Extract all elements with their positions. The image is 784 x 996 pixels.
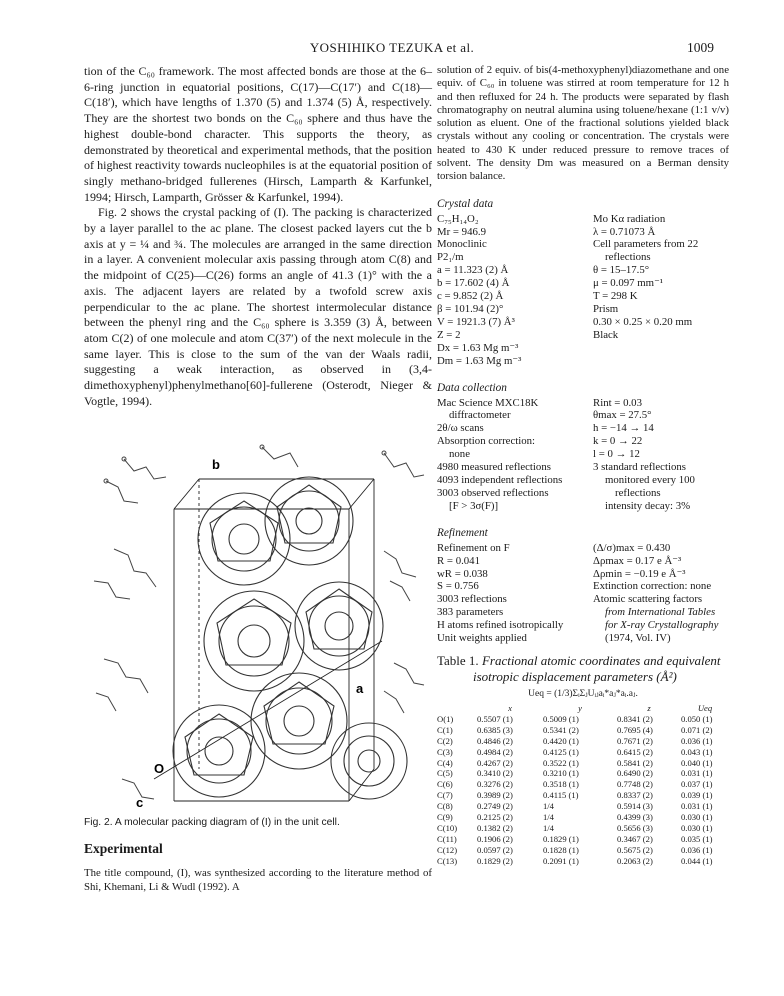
- methoxyphenyl-group: [94, 549, 156, 599]
- section-heading-refinement: Refinement: [437, 526, 488, 539]
- table-cell: 0.5341 (2): [543, 724, 579, 735]
- table-cell: 1/4: [543, 812, 554, 823]
- fullerene-molecule: [295, 582, 383, 670]
- methoxyphenyl-group: [104, 457, 166, 503]
- atom-label-cell: C(3): [437, 746, 453, 757]
- crystal-data-item: μ = 0.097 mm⁻¹: [593, 277, 664, 290]
- table-cell: 0.7695 (4): [617, 724, 653, 735]
- table-cell: 0.036 (1): [681, 844, 713, 855]
- crystal-data-item: a = 11.323 (2) Å: [437, 264, 509, 277]
- packing-diagram-figure: [84, 431, 432, 813]
- table-row: [437, 768, 729, 779]
- table-cell: 0.7748 (2): [617, 779, 653, 790]
- refinement-item: Δρmin = −0.19 e Å⁻³: [593, 567, 686, 580]
- atom-label-cell: C(13): [437, 855, 458, 866]
- section-heading-data-collection: Data collection: [437, 381, 507, 394]
- crystal-data-item: C₇₅H₁₄O₂: [437, 212, 479, 225]
- table-cell: 0.1906 (2): [477, 833, 513, 844]
- fullerene-molecule: [331, 723, 407, 799]
- table-header: x: [508, 702, 512, 713]
- table-cell: 0.6490 (2): [617, 768, 653, 779]
- table-body: [437, 714, 729, 867]
- table-cell: 0.031 (1): [681, 768, 713, 779]
- table-cell: 1/4: [543, 823, 554, 834]
- table-cell: 0.7671 (2): [617, 735, 653, 746]
- table-cell: 0.8341 (2): [617, 713, 653, 724]
- fullerene-molecule: [251, 673, 347, 769]
- table-row: [437, 779, 729, 790]
- table-cell: 0.4846 (2): [477, 735, 513, 746]
- atom-label-cell: C(4): [437, 757, 453, 768]
- data-collection-item: none: [449, 448, 470, 461]
- table-cell: 0.035 (1): [681, 833, 713, 844]
- table-row: [437, 714, 729, 725]
- crystal-data-item: Black: [593, 328, 619, 341]
- table-cell: 0.3467 (2): [617, 833, 653, 844]
- atom-label-cell: C(12): [437, 844, 458, 855]
- crystal-data-item: Mo Kα radiation: [593, 212, 666, 225]
- table-cell: 0.1829 (2): [477, 855, 513, 866]
- crystal-data-item: Mr = 946.9: [437, 225, 486, 238]
- data-collection-item: monitored every 100: [605, 473, 695, 486]
- table-row: [437, 823, 729, 834]
- refinement-item: Extinction correction: none: [593, 580, 712, 593]
- cell-edge: [349, 479, 374, 509]
- experimental-continued: solution of 2 equiv. of bis(4-methoxyphenyl)diazomethane and one equiv. of C₆₀ in toluene was stirred at room temperature for 12 h and then refluxed for 24 h. The products were separated by flash chromatography on neutral alumina using toluene/hexane (1:1 v/v) solution as eluent. One of the fractional solutions yielded black crystals without any cooling or concentration. The crystals were heated to 430 K under reduced pressure to remove traces of solvent. The density Dm was measured on a Berman density torsion balance.: [437, 64, 729, 183]
- data-collection-item: θmax = 27.5°: [593, 409, 652, 422]
- refinement-item: R = 0.041: [437, 554, 480, 567]
- table-cell: 0.4420 (1): [543, 735, 579, 746]
- ueq-formula: Ueq = (1/3)ΣᵢΣⱼUᵢⱼaᵢ*aⱼ*aᵢ.aⱼ.: [528, 688, 638, 699]
- table-cell: 0.5656 (3): [617, 823, 653, 834]
- crystal-data-item: V = 1921.3 (7) Å³: [437, 315, 515, 328]
- table-cell: 0.030 (1): [681, 812, 713, 823]
- table-cell: 0.1828 (1): [543, 844, 579, 855]
- section-heading-experimental: Experimental: [84, 841, 163, 857]
- refinement-item: 383 parameters: [437, 606, 504, 619]
- refinement-item: wR = 0.038: [437, 567, 488, 580]
- right-column: [437, 64, 729, 867]
- crystal-data-item: 0.30 × 0.25 × 0.20 mm: [593, 315, 693, 328]
- atom-label-cell: C(11): [437, 833, 457, 844]
- refinement-item: Δρmax = 0.17 e Å⁻³: [593, 554, 682, 567]
- table-row: [437, 856, 729, 867]
- table-row: [437, 812, 729, 823]
- table-cell: 0.4267 (2): [477, 757, 513, 768]
- crystal-data-item: λ = 0.71073 Å: [593, 225, 656, 238]
- methoxyphenyl-group: [260, 445, 298, 467]
- refinement-item: Unit weights applied: [437, 632, 527, 645]
- packing-diagram: [84, 431, 432, 813]
- crystal-data-item: reflections: [605, 251, 651, 264]
- axis-label-a: a: [356, 681, 364, 697]
- table-row: [437, 801, 729, 812]
- data-collection-item: intensity decay: 3%: [605, 499, 691, 512]
- table-cell: 0.4399 (3): [617, 812, 653, 823]
- crystal-data-item: Prism: [593, 303, 619, 316]
- atom-label-cell: C(8): [437, 801, 453, 812]
- methoxyphenyl-group: [384, 551, 416, 601]
- running-title: YOSHIHIKO TEZUKA et al.: [309, 40, 475, 55]
- table-cell: 0.044 (1): [681, 855, 713, 866]
- data-collection-item: l = 0 → 12: [593, 448, 640, 461]
- data-collection-item: [F > 3σ(F)]: [449, 499, 499, 512]
- table-cell: 0.040 (1): [681, 757, 713, 768]
- table-header: y: [578, 702, 582, 713]
- table-row: [437, 736, 729, 747]
- axis-label-b: b: [212, 457, 220, 473]
- fullerene-molecule: [265, 477, 353, 565]
- table-cell: 0.5507 (1): [477, 713, 513, 724]
- origin-label: O: [154, 761, 165, 777]
- cell-edge: [174, 479, 199, 509]
- crystal-data-item: Dm = 1.63 Mg m⁻³: [437, 354, 522, 367]
- crystal-data-item: Z = 2: [437, 328, 461, 341]
- table-cell: 0.4115 (1): [543, 790, 579, 801]
- data-collection-item: 3003 observed reflections: [437, 486, 549, 499]
- table-cell: 0.043 (1): [681, 746, 713, 757]
- page-number: 1009: [687, 40, 714, 55]
- table-cell: 0.071 (2): [681, 724, 713, 735]
- table-cell: 0.4125 (1): [543, 746, 579, 757]
- refinement-item: (Δ/σ)max = 0.430: [593, 541, 671, 554]
- table-cell: 0.036 (1): [681, 735, 713, 746]
- table-cell: 0.6415 (2): [617, 746, 653, 757]
- paragraph-bond-lengths: tion of the C₆₀ framework. The most affected bonds are those at the 6–6-ring junction in equatorial positions, C(17)—C(17′) and C(18)—C(18′), which have lengths of 1.370 (5) and 1.374 (5) Å, respectively. They are the shortest two bonds on the C₆₀ sphere and thus have the highest double-bond character. This supports the theory, as demonstrated by theoretical and experimental methods, that the position of highest reactivity towards nucleophiles is at the equatorial position of singly methano-bridged fullerenes (Hirsch, Lamparth & Karfunkel, 1994; Hirsch, Lamparth, Grösser & Karfunkel, 1994).: [84, 64, 432, 204]
- atom-label-cell: C(1): [437, 724, 453, 735]
- table-cell: 0.5675 (2): [617, 844, 653, 855]
- axis-label-c: c: [136, 795, 144, 811]
- table-header-row: [437, 703, 729, 714]
- refinement-item: S = 0.756: [437, 580, 479, 593]
- data-collection-item: 3 standard reflections: [593, 461, 686, 474]
- table-cell: 0.5914 (3): [617, 801, 653, 812]
- refinement-item: from International Tables: [605, 606, 716, 619]
- atomic-coordinates-table: [437, 703, 729, 867]
- crystal-data-item: b = 17.602 (4) Å: [437, 277, 510, 290]
- table-cell: 0.050 (1): [681, 713, 713, 724]
- table-row: [437, 758, 729, 769]
- data-collection-item: 2θ/ω scans: [437, 422, 484, 435]
- refinement-block: [437, 542, 729, 645]
- table-cell: 0.2749 (2): [477, 801, 513, 812]
- crystal-data-item: c = 9.852 (2) Å: [437, 290, 504, 303]
- atom-label-cell: C(6): [437, 779, 453, 790]
- table-header: z: [647, 702, 651, 713]
- atom-label-cell: C(9): [437, 812, 453, 823]
- atom-label-cell: C(7): [437, 790, 453, 801]
- crystal-data-item: Cell parameters from 22: [593, 238, 699, 251]
- table-cell: 0.039 (1): [681, 790, 713, 801]
- experimental-text: The title compound, (I), was synthesized according to the literature method of Shi, Khemani, Li & Wudl (1992). A: [84, 867, 432, 893]
- data-collection-item: k = 0 → 22: [593, 435, 643, 448]
- table-cell: 0.031 (1): [681, 801, 713, 812]
- data-collection-item: diffractometer: [449, 409, 511, 422]
- paragraph-crystal-packing: Fig. 2 shows the crystal packing of (I). The packing is characterized by a layer parallel to the ac plane. The closest packed layers cut the b axis at y = ¼ and ¾. The molecules are arranged in the same direction in a layer. A convenient molecular axis passing through atom C(8) and the midpoint of C(25)—C(26) forms an angle of 41.3 (1)° with the a axis. The adjacent layers are related by a twofold screw axis perpendicular to the ac plane. The shortest intermolecular distance between the phenyl ring and the C₆₀ sphere is 3.359 (3) Å, between atom C(2) of one molecule and atom C(37′) of the next molecule in the same layer. This is close to the sum of the van der Waals radii, suggesting a weak interaction, as observed in (3,4-dimethoxyphenyl)phenylmethano[60]-fullerene (Osterodt, Nieger & Vogtle, 1994).: [84, 205, 432, 408]
- table-row: [437, 845, 729, 856]
- left-column: [84, 64, 432, 894]
- table-cell: 0.2063 (2): [617, 855, 653, 866]
- refinement-item: H atoms refined isotropically: [437, 619, 564, 632]
- data-collection-block: [437, 397, 729, 513]
- table-cell: 0.3210 (1): [543, 768, 579, 779]
- table-cell: 0.3989 (2): [477, 790, 513, 801]
- table-cell: 0.037 (1): [681, 779, 713, 790]
- table-cell: 0.4984 (2): [477, 746, 513, 757]
- table-row: [437, 725, 729, 736]
- refinement-item: for X-ray Crystallography: [605, 619, 719, 632]
- atom-label-cell: C(10): [437, 823, 458, 834]
- table-cell: 0.8337 (2): [617, 790, 653, 801]
- refinement-item: Atomic scattering factors: [593, 593, 703, 606]
- methoxyphenyl-group: [382, 451, 424, 477]
- data-collection-item: Mac Science MXC18K: [437, 396, 539, 409]
- table1-label: Table 1.: [437, 652, 479, 668]
- atom-label-cell: O(1): [437, 713, 454, 724]
- table-cell: 0.2091 (1): [543, 855, 579, 866]
- table-cell: 1/4: [543, 801, 554, 812]
- section-heading-crystal-data: Crystal data: [437, 197, 494, 210]
- table1-title-line1: Fractional atomic coordinates and equivalent: [481, 652, 721, 668]
- refinement-item: Refinement on F: [437, 541, 510, 554]
- fullerene-molecule: [204, 591, 304, 691]
- refinement-item: (1974, Vol. IV): [605, 632, 671, 645]
- table-row: [437, 747, 729, 758]
- crystal-data-item: Dx = 1.63 Mg m⁻³: [437, 341, 519, 354]
- crystal-data-item: T = 298 K: [593, 290, 638, 303]
- table-cell: 0.3522 (1): [543, 757, 579, 768]
- methoxyphenyl-group: [96, 659, 148, 711]
- data-collection-item: Absorption correction:: [437, 435, 536, 448]
- table-cell: 0.5841 (2): [617, 757, 653, 768]
- table-cell: 0.6385 (3): [477, 724, 513, 735]
- running-header: [0, 40, 784, 58]
- table-cell: 0.5009 (1): [543, 713, 579, 724]
- table-cell: 0.3410 (2): [477, 768, 513, 779]
- atom-label-cell: C(5): [437, 768, 453, 779]
- table-cell: 0.3276 (2): [477, 779, 513, 790]
- table-row: [437, 834, 729, 845]
- refinement-item: 3003 reflections: [437, 593, 507, 606]
- crystal-data-item: β = 101.94 (2)°: [437, 303, 504, 316]
- methoxyphenyl-group: [384, 663, 424, 713]
- table1-title: [437, 653, 729, 685]
- crystal-data-item: P2₁/m: [437, 251, 464, 264]
- table-cell: 0.030 (1): [681, 823, 713, 834]
- data-collection-item: Rint = 0.03: [593, 396, 642, 409]
- data-collection-item: h = −14 → 14: [593, 422, 654, 435]
- table-cell: 0.0597 (2): [477, 844, 513, 855]
- table-cell: 0.2125 (2): [477, 812, 513, 823]
- crystal-data-item: Monoclinic: [437, 238, 487, 251]
- table1-title-line2: isotropic displacement parameters (Å²): [473, 668, 677, 684]
- table-cell: 0.1382 (2): [477, 823, 513, 834]
- table-row: [437, 790, 729, 801]
- table-header: Ueq: [697, 702, 713, 713]
- atom-label-cell: C(2): [437, 735, 453, 746]
- table-header: [437, 703, 477, 714]
- crystal-data-block: [437, 213, 729, 368]
- data-collection-item: 4093 independent reflections: [437, 473, 563, 486]
- crystal-data-item: θ = 15–17.5°: [593, 264, 650, 277]
- fullerene-molecule: [198, 493, 290, 585]
- table-cell: 0.3518 (1): [543, 779, 579, 790]
- figure-caption: Fig. 2. A molecular packing diagram of (I) in the unit cell.: [84, 817, 340, 829]
- data-collection-item: 4980 measured reflections: [437, 461, 551, 474]
- data-collection-item: reflections: [615, 486, 661, 499]
- table-cell: 0.1829 (1): [543, 833, 579, 844]
